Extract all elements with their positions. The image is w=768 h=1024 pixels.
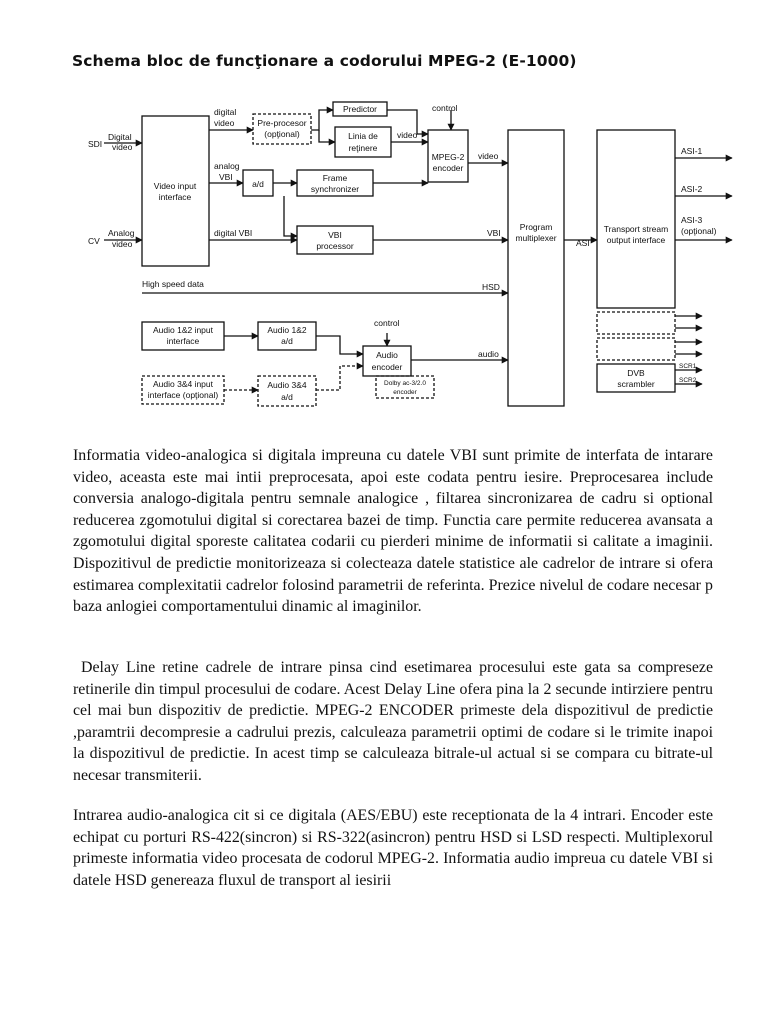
asi-label: ASI (576, 238, 590, 248)
audio12-ad-label-2: a/d (281, 336, 293, 346)
video-input-block (142, 116, 209, 266)
dvb-scrambler-label-1: DVB (627, 368, 645, 378)
analog-video-in-label-1: Analog (108, 228, 135, 238)
video-out-label: video (478, 151, 499, 161)
delay-line-label-1: Linia de (348, 131, 378, 141)
digital-video-in-label-1: Digital (108, 132, 132, 142)
paragraph-1: Informatia video-analogica si digitala impreuna cu datele VBI sunt primite de interfata de intarare video, aceasta este mai intii preprocesata, apoi este codata pentru iesire. Preprocesarea include conversia analogo-digitala pentru semnale analogice , filtarea sincronizarea de cadru si optional reducerea zgomotului digital si corectarea bazei de timp. Functia care permite reducerea avansata a zgomotului digital sporeste calitatea codarii cu pierderi minime de informatii si calitate a imaginii. Dispozitivul de predictie monitorizeaza si colecteaza datele statistice ale cadrelor de intrare si ofera estimarea complexitatii cadrelor folosind parametrii de referinta. Prezice nivelul de codare necesar p baza anlogiei comportamentului dinamic al imaginilor. (73, 447, 713, 616)
program-mux-label-1: Program (519, 222, 553, 232)
control-top-label: control (432, 103, 458, 113)
digital-video-label-1: digital (214, 107, 237, 117)
mpeg2-encoder-label-2: encoder (432, 163, 464, 173)
audio12-ad-label-1: Audio 1&2 (267, 325, 307, 335)
audio34-ad-label-2: a/d (281, 392, 293, 402)
audio12-input-label-2: interface (166, 336, 200, 346)
transport-stream-block (597, 130, 675, 308)
page-title: Schema bloc de funcţionare a codorului MPEG-2 (E-1000) (72, 52, 577, 70)
control-audio-label: control (374, 318, 400, 328)
digital-video-label-2: video (214, 118, 235, 128)
transport-stream-label-2: output interface (606, 235, 666, 245)
digital-vbi-label: digital VBI (214, 228, 253, 238)
video-input-label-1: Video input (153, 181, 197, 191)
mux-extra-dashed-2 (597, 338, 675, 360)
block-diagram (0, 0, 768, 440)
asi2-label: ASI-2 (681, 184, 703, 194)
predictor-label: Predictor (342, 104, 378, 114)
scr2-label: SCR2 (679, 377, 697, 384)
dolby-label-2: encoder (393, 389, 417, 396)
audio-label: audio (478, 349, 499, 359)
asi3-label-2: (opţional) (681, 226, 717, 236)
audio12-input-label-1: Audio 1&2 input (152, 325, 214, 335)
vbi-processor-label-1: VBI (328, 230, 342, 240)
paragraph-3: Intrarea audio-analogica cit si ce digitala (AES/EBU) este receptionata de la 4 intrari. Encoder este echipat cu porturi RS-422(sincron) si RS-322(asincron) pentru HSD si LSD respecti. Multiplexorul primeste informatia video procesata de codorul MPEG-2. Informatia audio impreua cu datele VBI si datele HSD genereaza fluxul de transport al iesirii (73, 807, 713, 889)
audio34-input-label-1: Audio 3&4 input (152, 379, 214, 389)
paragraph-2: Delay Line retine cadrele de intrare pinsa cind esetimarea procesului este gata sa compreseze retinerile din timpul procesului de codare. Acest Delay Line ofera pina la 2 secunde intirziere pentru cel mai bun dispozitiv de predictie. MPEG-2 ENCODER primeste dela dispozitivul de predictie ,paramtrii decompresie a cadrului prezis, calculeaza parametrii optimi de codare si le trimite inapoi la dispozitivul de predictie. In acest timp se calculeaza bitrale-ul actual si se compara cu bitrate-ul necesar transmiterii. (73, 659, 713, 784)
asi1-label: ASI-1 (681, 146, 703, 156)
scr1-label: SCR1 (679, 363, 697, 370)
asi3-label-1: ASI-3 (681, 215, 703, 225)
program-mux-block (508, 130, 564, 406)
frame-sync-label-2: synchronizer (310, 184, 360, 194)
analog-vbi-label-2: VBI (219, 172, 233, 182)
sdi-label: SDI (88, 139, 103, 149)
preprocesor-label-2: (opţional) (264, 129, 300, 139)
program-mux-label-2: multiplexer (515, 233, 557, 243)
audio34-input-label-2: interface (opţional) (147, 390, 219, 400)
dvb-scrambler-label-2: scrambler (617, 379, 655, 389)
vbi-label: VBI (487, 228, 501, 238)
analog-video-in-label-2: video (112, 239, 133, 249)
video-input-label-2: interface (158, 192, 192, 202)
hsd-label: HSD (482, 282, 500, 292)
vbi-processor-label-2: processor (316, 241, 354, 251)
mux-extra-dashed-1 (597, 312, 675, 334)
preprocesor-label-1: Pre-procesor (257, 118, 307, 128)
transport-stream-label-1: Transport stream (603, 224, 669, 234)
digital-video-in-label-2: video (112, 142, 133, 152)
analog-vbi-label-1: analog (214, 161, 240, 171)
frame-sync-label-1: Frame (322, 173, 348, 183)
mpeg2-encoder-label-1: MPEG-2 (431, 152, 465, 162)
cv-label: CV (88, 236, 100, 246)
audio-encoder-label-2: encoder (371, 362, 403, 372)
audio-encoder-label-1: Audio (376, 350, 398, 360)
audio34-ad-label-1: Audio 3&4 (267, 380, 307, 390)
high-speed-data-label: High speed data (142, 279, 204, 289)
video-delay-label: video (397, 130, 418, 140)
dolby-label-1: Dolby ac-3/2.0 (384, 380, 426, 387)
ad-label: a/d (252, 179, 264, 189)
delay-line-label-2: reţinere (348, 143, 378, 153)
